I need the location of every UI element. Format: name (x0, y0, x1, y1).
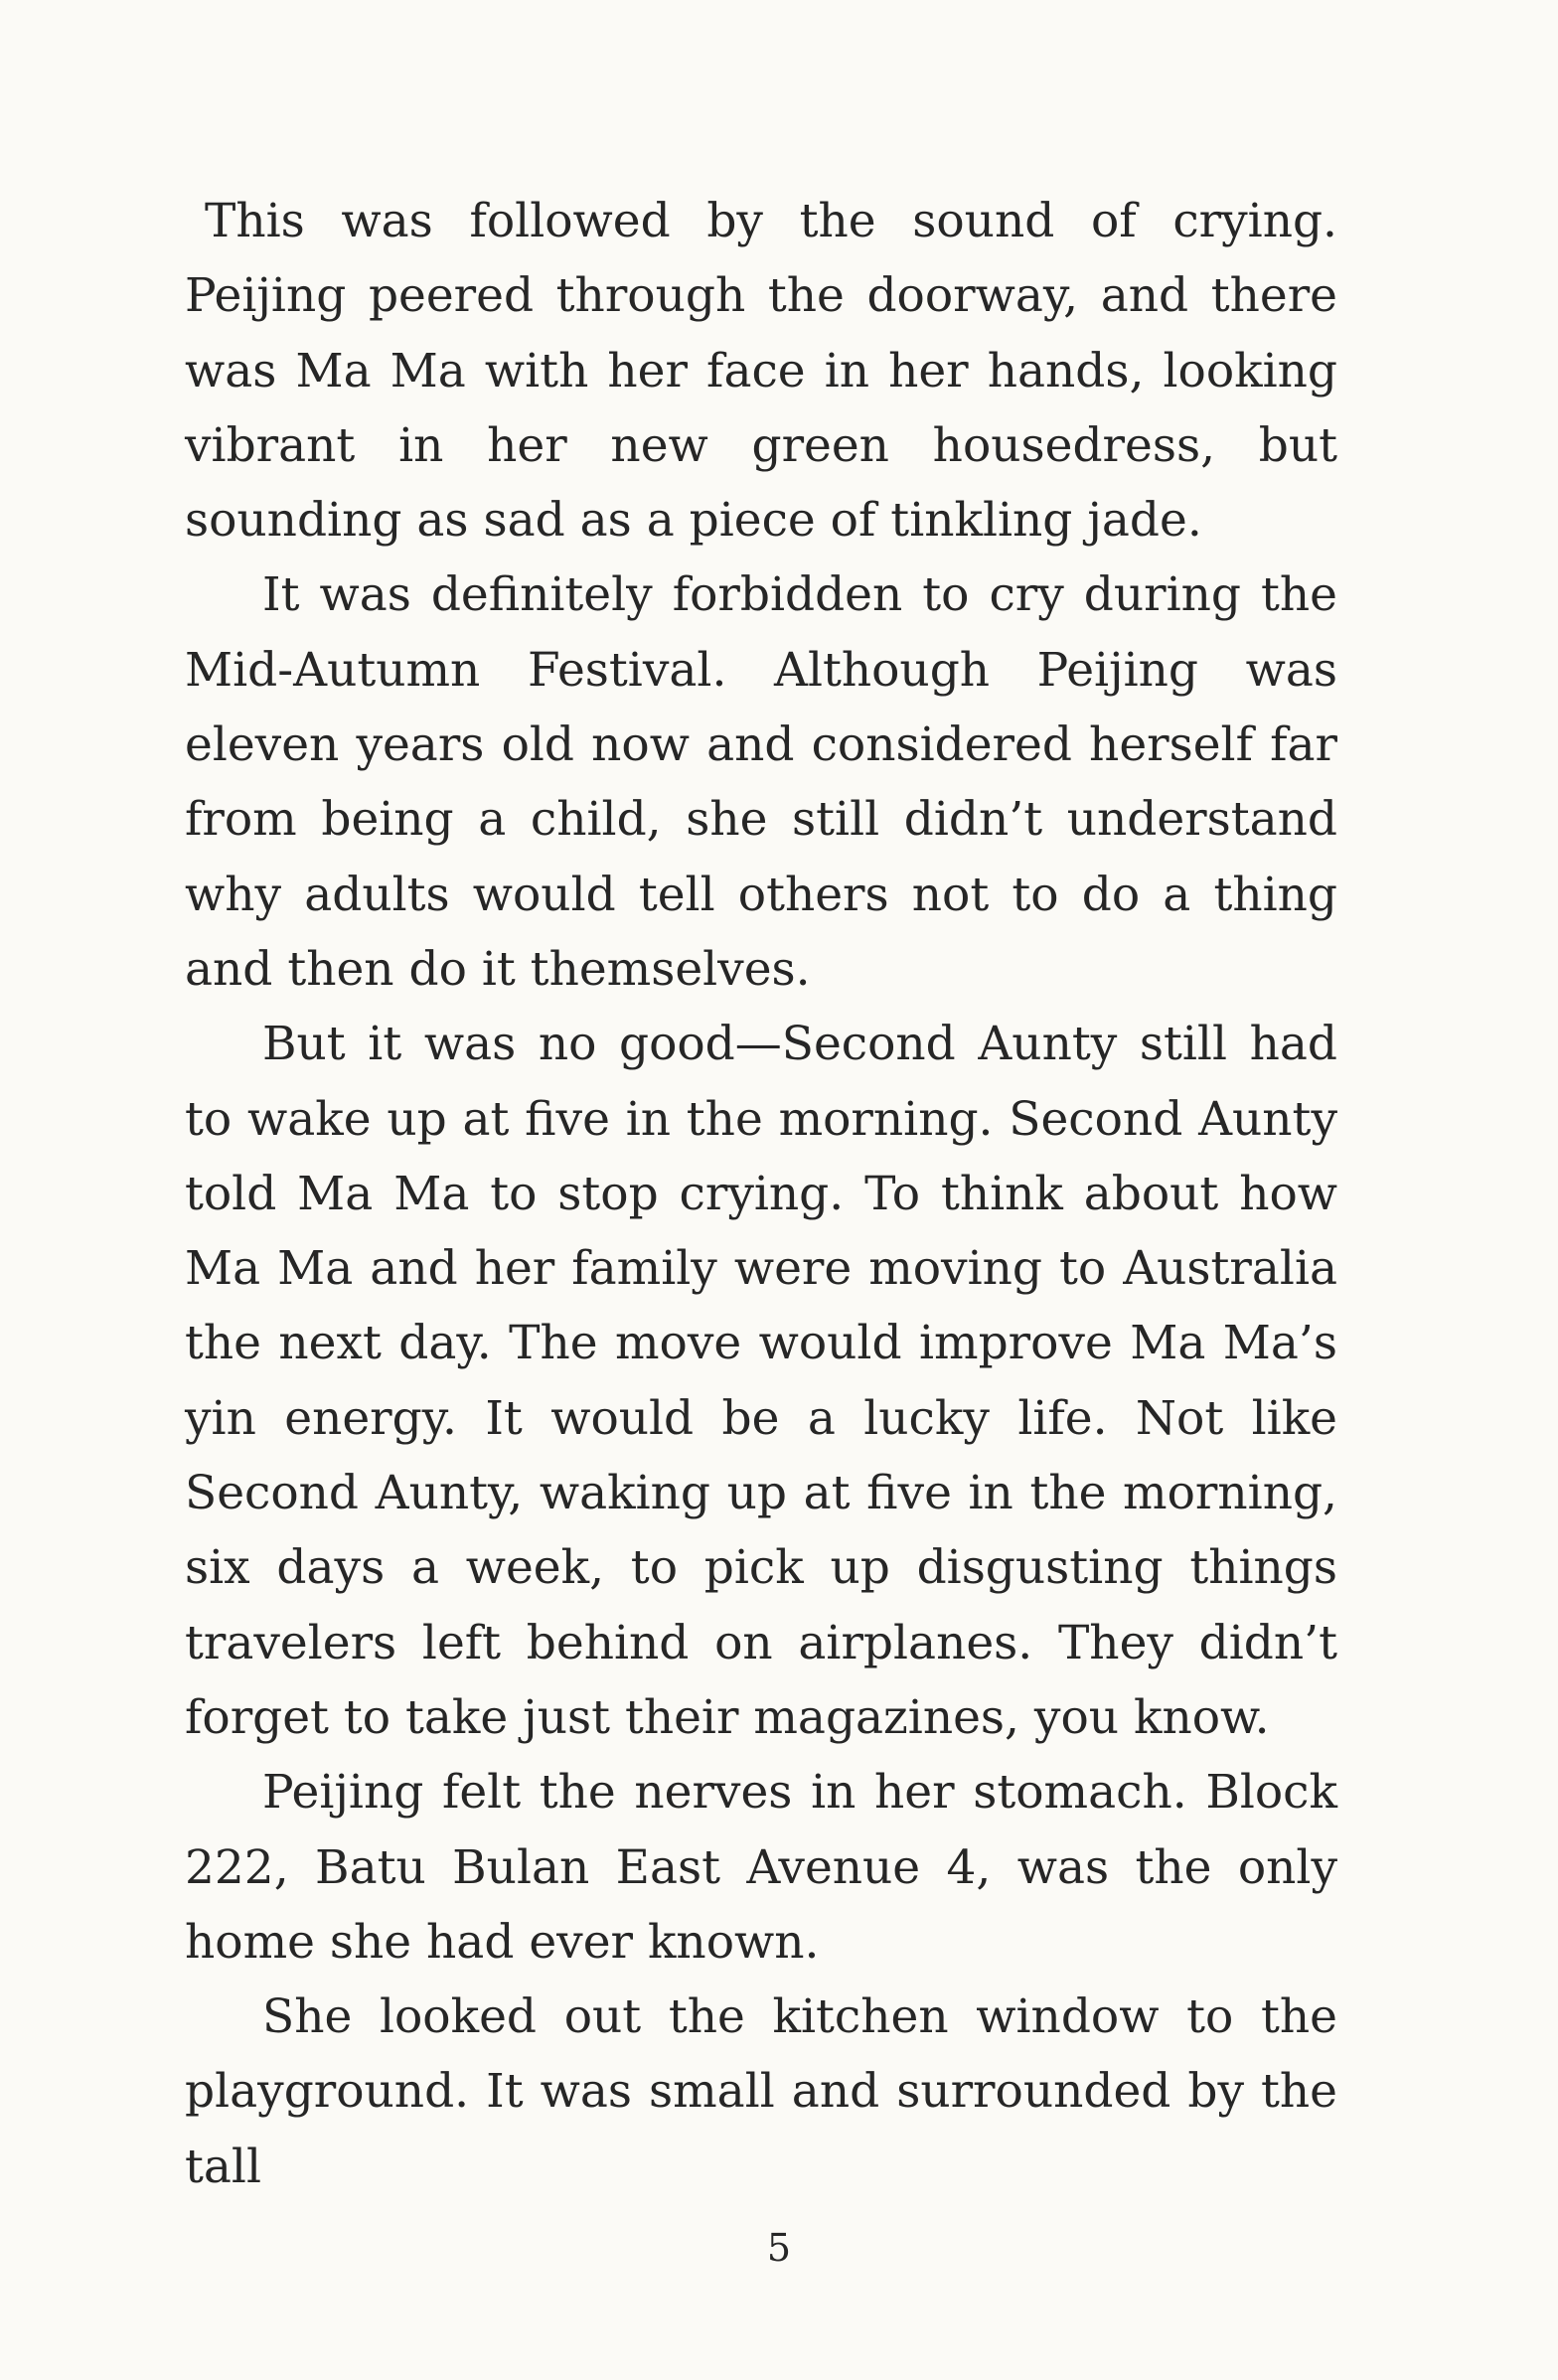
paragraph-2: It was definitely forbidden to cry during the Mid-Autumn Festival. Although Peijing was eleven years old now and considered herself far from being a child, she still didn’t understand why adults would tell others not to do a thing and then do it themselves. (185, 567, 1337, 997)
body-text (185, 184, 1337, 2204)
paragraph-3: But it was no good—Second Aunty still had to wake up at five in the morning. Second Aunty told Ma Ma to stop crying. To think about how Ma Ma and her family were moving to Australia the next day. The move would improve Ma Ma’s yin energy. It would be a lucky life. Not like Second Aunty, waking up at five in the morning, six days a week, to pick up disgusting things travelers left behind on airplanes. They didn’t forget to take just their magazines, you know. (185, 1017, 1337, 1745)
page-number: 5 (766, 2226, 792, 2270)
paragraph-4: Peijing felt the nerves in her stomach. Block 222, Batu Bulan East Avenue 4, was the only home she had ever known. (185, 1765, 1337, 1970)
paragraph-1: This was followed by the sound of crying. Peijing peered through the doorway, and there was Ma Ma with her face in her hands, looking vibrant in her new green housedress, but sounding as sad as a piece of tinkling jade. (185, 194, 1337, 549)
paragraph-5: She looked out the kitchen window to the playground. It was small and surrounded by the tall (185, 1989, 1337, 2194)
